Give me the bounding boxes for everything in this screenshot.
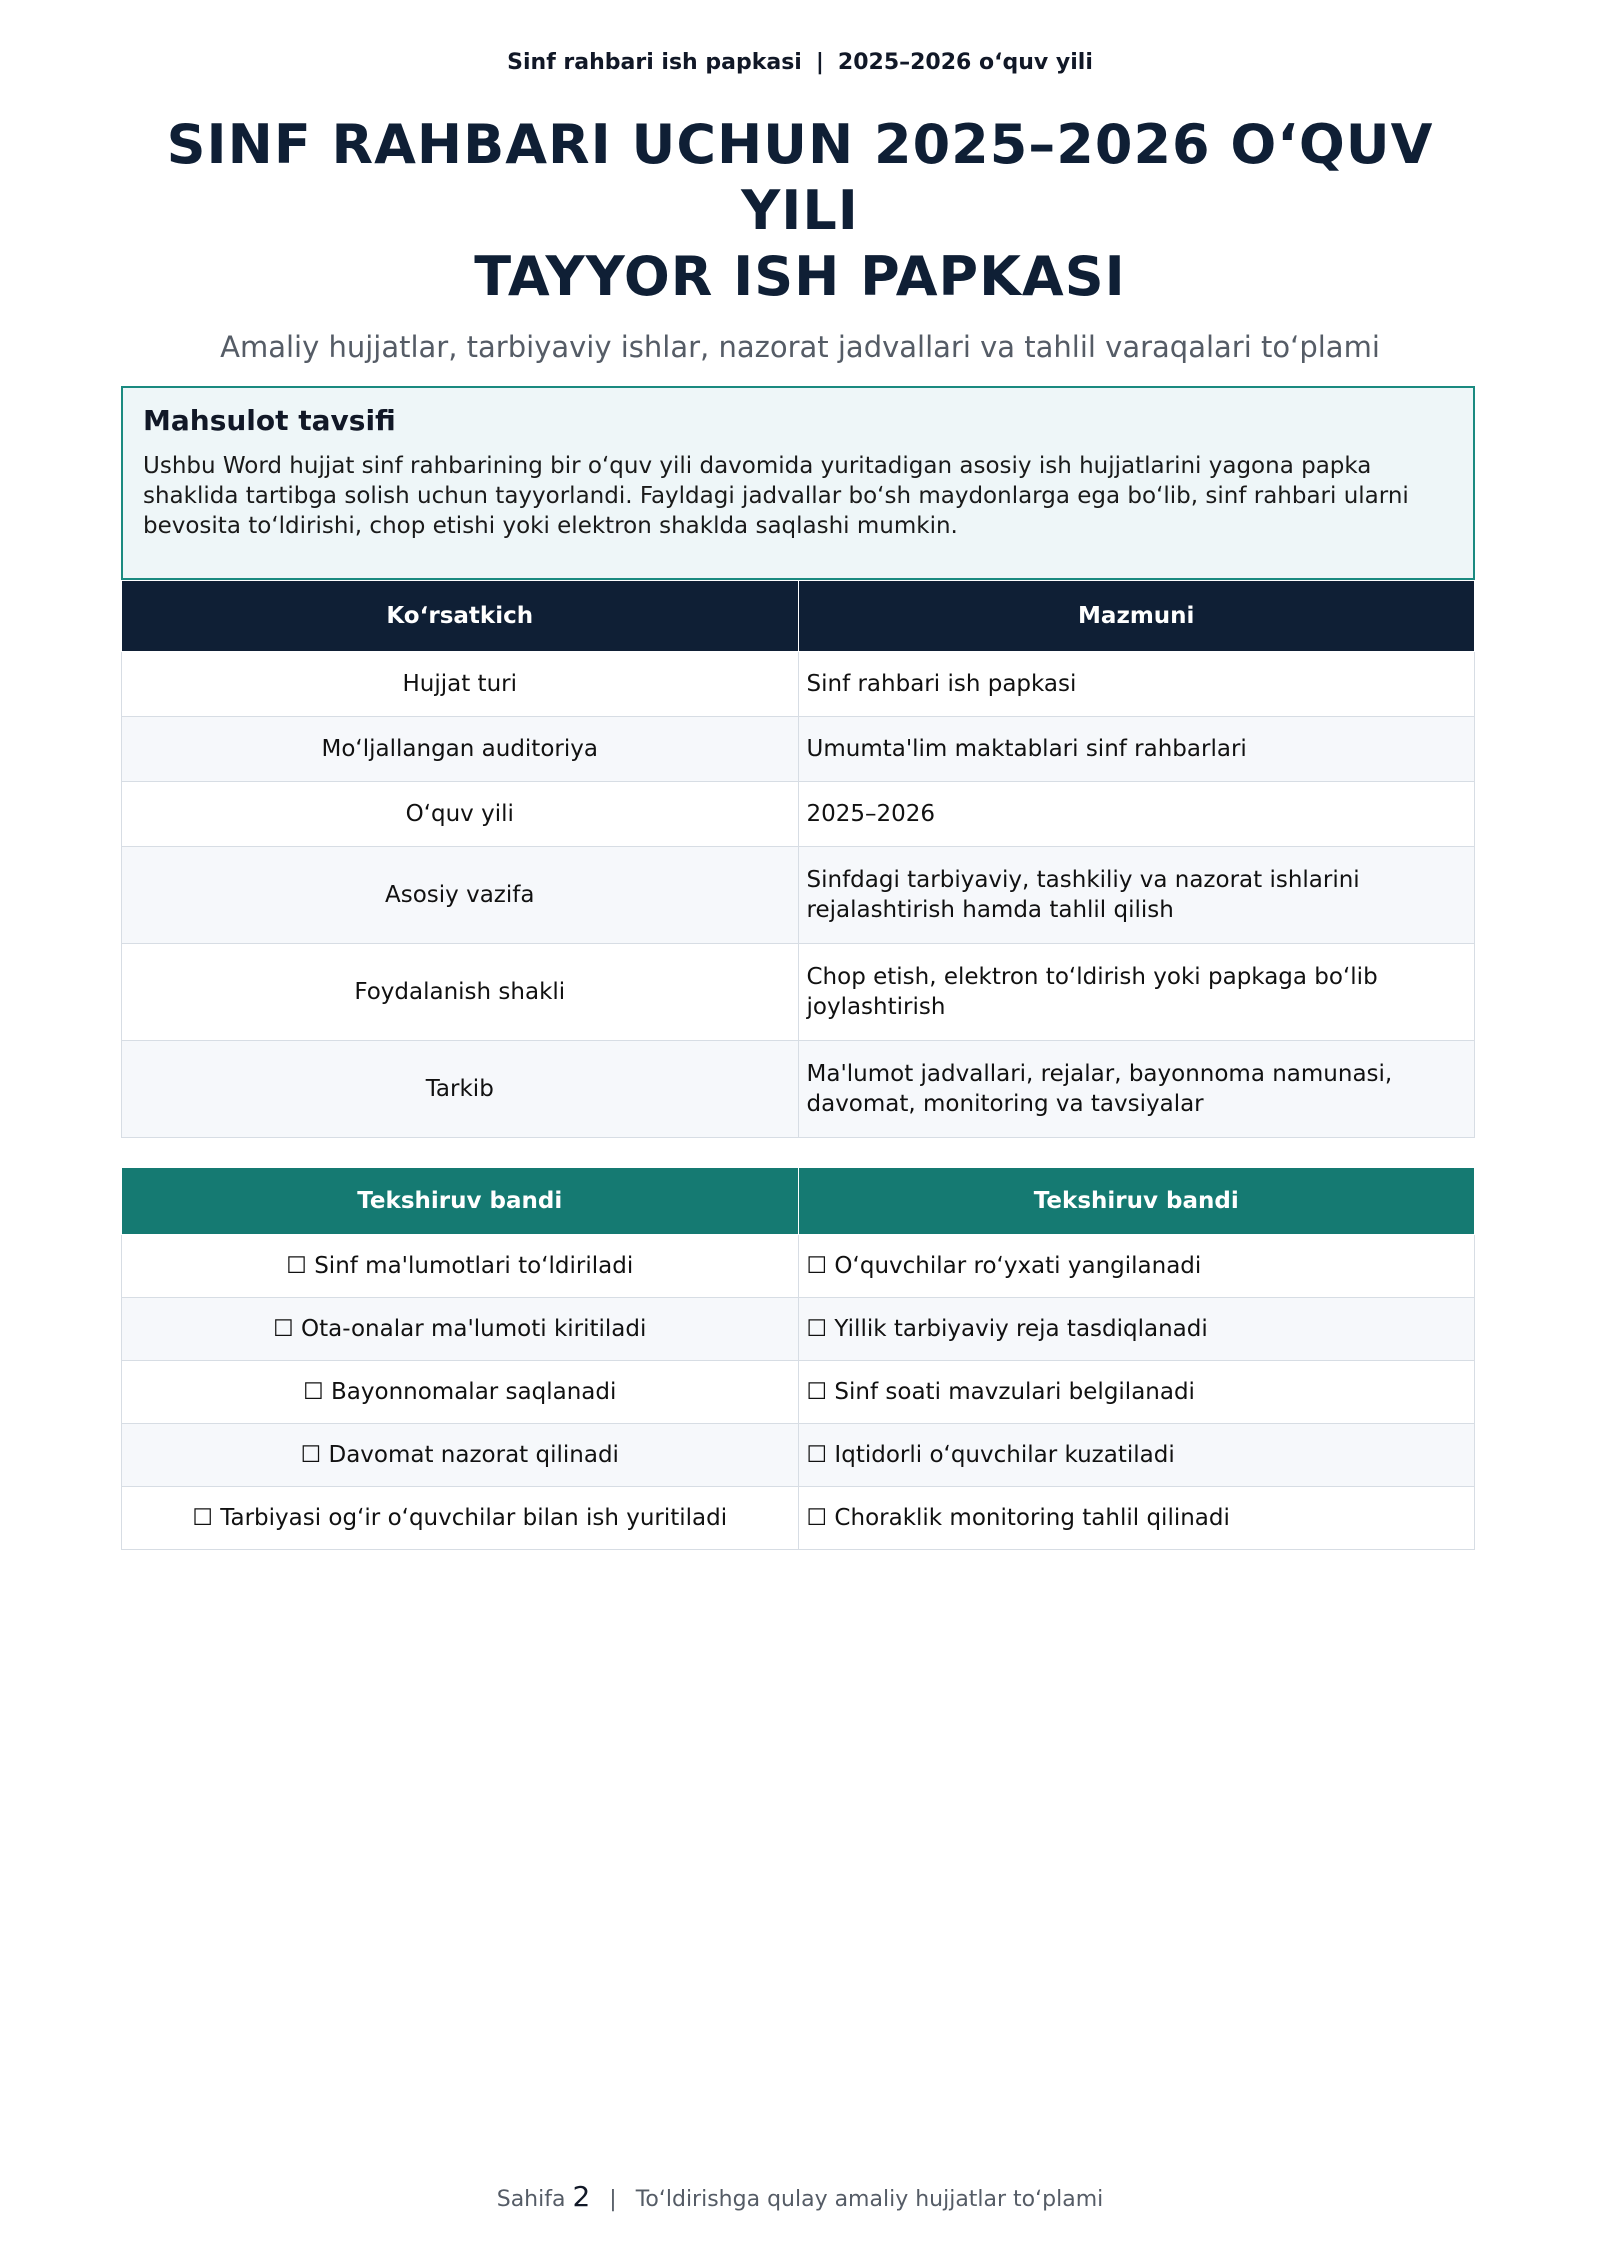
table-cell: Oʻquv yili [122,782,799,847]
footer-text: Toʻldirishga qulay amaliy hujjatlar toʻplami [635,2187,1104,2212]
checklist-item[interactable]: ☐ Choraklik monitoring tahlil qilinadi [798,1487,1475,1550]
table-row [122,1361,1475,1424]
table-row [122,847,1475,944]
table-row [122,652,1475,717]
footer-separator: | [609,2187,617,2212]
table-cell: Sinf rahbari ish papkasi [798,652,1475,717]
page-footer [0,2180,1600,2213]
checklist-item[interactable]: ☐ Yillik tarbiyaviy reja tasdiqlanadi [798,1298,1475,1361]
table-row [122,1298,1475,1361]
table-row [122,1487,1475,1550]
checklist-item[interactable]: ☐ Davomat nazorat qilinadi [122,1424,799,1487]
header-doc-name: Sinf rahbari ish papkasi [507,50,802,75]
table-cell: Moʻljallangan auditoriya [122,717,799,782]
checklist-header-left: Tekshiruv bandi [122,1168,799,1235]
info-table-header-content: Mazmuni [798,581,1475,652]
footer-page-number: 2 [572,2180,591,2213]
checklist-item[interactable]: ☐ Sinf soati mavzulari belgilanadi [798,1361,1475,1424]
table-cell: Hujjat turi [122,652,799,717]
info-table [121,580,1475,1138]
table-row [122,717,1475,782]
table-cell: 2025–2026 [798,782,1475,847]
table-row [122,782,1475,847]
description-heading: Mahsulot tavsifi [143,404,396,437]
table-cell: Sinfdagi tarbiyaviy, tashkiliy va nazorat ishlarini rejalashtirish hamda tahlil qilish [798,847,1475,944]
header-year: 2025–2026 oʻquv yili [837,50,1093,75]
table-row [122,1235,1475,1298]
table-cell: Asosiy vazifa [122,847,799,944]
checklist-header-row [122,1168,1475,1235]
page-subtitle: Amaliy hujjatlar, tarbiyaviy ishlar, nazorat jadvallari va tahlil varaqalari toʻplami [220,330,1380,364]
title-line-2: TAYYOR ISH PAPKASI [474,245,1126,308]
table-cell: Tarkib [122,1041,799,1138]
table-row [122,1424,1475,1487]
table-row [122,944,1475,1041]
page-title [160,112,1440,310]
checklist-item[interactable]: ☐ Bayonnomalar saqlanadi [122,1361,799,1424]
title-line-1: SINF RAHBARI UCHUN 2025–2026 OʻQUV YILI [166,113,1434,242]
table-cell: Umumta'lim maktablari sinf rahbarlari [798,717,1475,782]
table-cell: Ma'lumot jadvallari, rejalar, bayonnoma namunasi, davomat, monitoring va tavsiyalar [798,1041,1475,1138]
table-cell: Foydalanish shakli [122,944,799,1041]
info-table-header-row [122,581,1475,652]
checklist-item[interactable]: ☐ Tarbiyasi ogʻir oʻquvchilar bilan ish yuritiladi [122,1487,799,1550]
description-text: Ushbu Word hujjat sinf rahbarining bir oʻquv yili davomida yuritadigan asosiy ish hujjatlarini yagona papka shaklida tartibga solish uchun tayyorlandi. Fayldagi jadvallar boʻsh maydonlarga ega boʻlib, sinf rahbari ularni bevosita toʻldirishi, chop etishi yoki elektron shaklda saqlashi mumkin. [143,453,1409,539]
table-row [122,1041,1475,1138]
checklist-table [121,1167,1475,1550]
checklist-item[interactable]: ☐ Iqtidorli oʻquvchilar kuzatiladi [798,1424,1475,1487]
table-cell: Chop etish, elektron toʻldirish yoki papkaga boʻlib joylashtirish [798,944,1475,1041]
info-table-header-indicator: Koʻrsatkich [122,581,799,652]
checklist-item[interactable]: ☐ Ota-onalar ma'lumoti kiritiladi [122,1298,799,1361]
header-separator: | [815,50,824,75]
footer-page-label: Sahifa [496,2187,566,2212]
checklist-item[interactable]: ☐ Sinf ma'lumotlari toʻldiriladi [122,1235,799,1298]
product-description-box [121,386,1475,580]
running-header [0,50,1600,75]
checklist-header-right: Tekshiruv bandi [798,1168,1475,1235]
checklist-item[interactable]: ☐ Oʻquvchilar roʻyxati yangilanadi [798,1235,1475,1298]
